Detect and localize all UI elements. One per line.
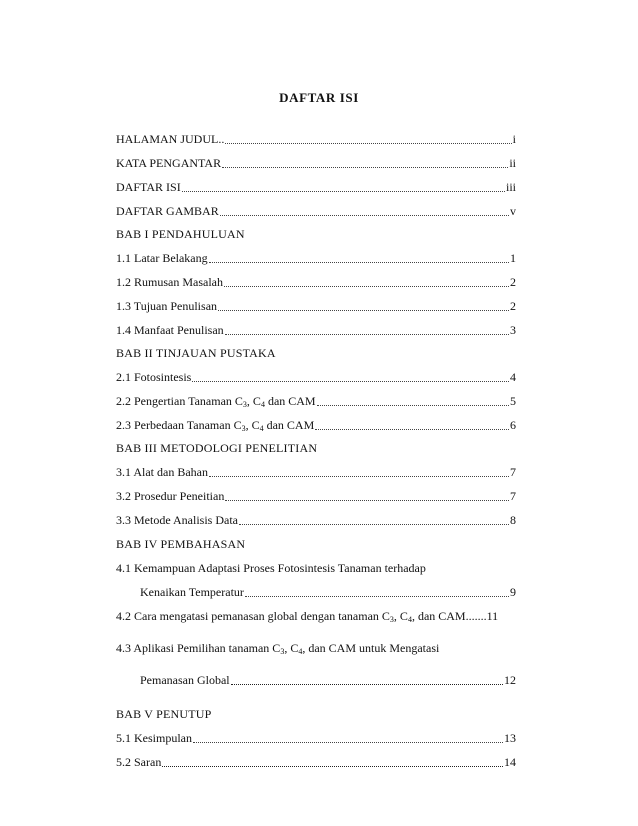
toc-entry-kata-pengantar[interactable] [116,152,516,170]
toc-entry-2-2[interactable] [116,390,516,408]
toc-entry-5-1[interactable] [116,727,516,745]
toc-entry-1-4[interactable] [116,319,516,337]
toc-chapter-label: BAB IV PEMBAHASAN [116,537,246,551]
toc-label: 1.2 Rumusan Masalah [116,275,223,289]
toc-chapter-label: BAB II TINJAUAN PUSTAKA [116,346,276,360]
toc-leader [225,333,509,335]
toc-entry-daftar-isi[interactable] [116,176,516,194]
toc-entry-halaman-judul[interactable] [116,128,516,146]
toc-label-part: , C [284,641,299,655]
toc-label: 1.4 Manfaat Penulisan [116,323,224,337]
toc-leader [224,285,509,287]
toc-entry-2-3[interactable] [116,414,516,432]
toc-label: DAFTAR ISI [116,180,181,194]
toc-page-number: 2 [510,275,516,289]
toc-chapter-heading[interactable] [116,342,516,360]
toc-label: 3.1 Alat dan Bahan [116,465,208,479]
toc-page-number: 14 [504,755,516,769]
toc-label [116,418,314,432]
toc-leader [317,404,509,406]
toc-leader [218,309,509,311]
page-title: DAFTAR ISI [279,90,359,105]
toc-leader [209,475,509,477]
toc-entry-1-2[interactable] [116,271,516,289]
toc-entry-3-2[interactable] [116,485,516,503]
toc-entry-4-2[interactable] [116,605,516,623]
toc-page-number: 12 [504,673,516,687]
toc-chapter-heading[interactable] [116,703,516,721]
toc-leader [315,428,509,430]
toc-label-part: 4.3 Aplikasi Pemilihan tanaman C [116,641,281,655]
subscript: 3 [241,424,246,433]
toc-page-number: ii [509,156,516,170]
toc-entry-3-1[interactable] [116,461,516,479]
toc-page-number: 13 [504,731,516,745]
toc-label: HALAMAN JUDUL.. [116,132,225,146]
toc-label: 5.2 Saran [116,755,162,769]
toc-entry-1-3[interactable] [116,295,516,313]
toc-label: 1.3 Tujuan Penulisan [116,299,218,313]
toc-entry-5-2[interactable] [116,751,516,769]
subscript: 4 [298,647,303,656]
toc-label-part: dan CAM [264,394,316,408]
toc-leader [220,214,509,216]
toc-page-number: v [510,204,516,218]
toc-page-number: 8 [510,513,516,527]
subscript: 3 [242,400,247,409]
toc-leader [231,683,503,685]
toc-label: Pemanasan Global [140,673,230,687]
toc-chapter-heading[interactable] [116,223,516,241]
toc-leader [162,765,503,767]
toc-label: 4.1 Kemampuan Adaptasi Proses Fotosintesis Tanaman terhadap [116,561,426,575]
toc-label: 3.2 Prosedur Peneitian [116,489,225,503]
toc-label-part: , dan CAM....... [411,609,487,623]
subscript: 3 [280,647,285,656]
toc-page-number: 9 [510,585,516,599]
subscript: 4 [259,424,264,433]
toc-leader [239,523,509,525]
toc-page-number: 7 [510,465,516,479]
toc-chapter-label: BAB V PENUTUP [116,707,212,721]
toc-label-part: dan CAM [263,418,315,432]
toc-label-part: 2.2 Pengertian Tanaman C [116,394,243,408]
toc-label: 1.1 Latar Belakang [116,251,208,265]
toc-leader [245,595,509,597]
toc-label-part: , C [245,418,260,432]
toc-label [116,394,316,408]
toc-chapter-heading[interactable] [116,533,516,551]
toc-label: 5.1 Kesimpulan [116,731,192,745]
toc-label-part: , C [246,394,261,408]
toc-page-number: 5 [510,394,516,408]
toc-leader [209,261,509,263]
toc-entry-4-3[interactable] [116,637,516,655]
toc-entry-daftar-gambar[interactable] [116,200,516,218]
toc-leader [193,741,503,743]
toc-label: DAFTAR GAMBAR [116,204,219,218]
toc-leader [225,499,509,501]
toc-leader [222,166,508,168]
toc-entry-1-1[interactable] [116,247,516,265]
subscript: 4 [260,400,265,409]
toc-label: Kenaikan Temperatur [140,585,244,599]
toc-label: KATA PENGANTAR [116,156,222,170]
toc-leader [192,380,509,382]
toc-leader [225,142,511,144]
toc-page-number: 2 [510,299,516,313]
toc-label: 2.1 Fotosintesis [116,370,192,384]
toc-label-part: 4.2 Cara mengatasi pemanasan global dengan tanaman C [116,609,390,623]
toc-label [116,609,487,623]
toc-label [116,641,439,655]
toc-chapter-label: BAB I PENDAHULUAN [116,227,245,241]
toc-label-part: 2.3 Perbedaan Tanaman C [116,418,242,432]
toc-entry-4-3-continued[interactable] [140,669,516,687]
toc-page-number: 4 [510,370,516,384]
subscript: 4 [407,615,412,624]
subscript: 3 [389,615,394,624]
toc-page-number: i [512,132,516,146]
toc-chapter-heading[interactable] [116,437,516,455]
toc-label-part: , dan CAM untuk Mengatasi [302,641,440,655]
toc-label-part: , C [393,609,408,623]
toc-page-number: 3 [510,323,516,337]
toc-entry-2-1[interactable] [116,366,516,384]
toc-leader [182,190,505,192]
toc-entry-4-1[interactable] [116,557,516,575]
toc-page-number: iii [505,180,516,194]
toc-page-number: 7 [510,489,516,503]
toc-label: 3.3 Metode Analisis Data [116,513,238,527]
toc-entry-3-3[interactable] [116,509,516,527]
toc-page-number: 6 [510,418,516,432]
toc-chapter-label: BAB III METODOLOGI PENELITIAN [116,441,318,455]
toc-page-number: 1 [510,251,516,265]
toc-entry-4-1-continued[interactable] [140,581,516,599]
toc-page-number: 11 [486,609,499,623]
